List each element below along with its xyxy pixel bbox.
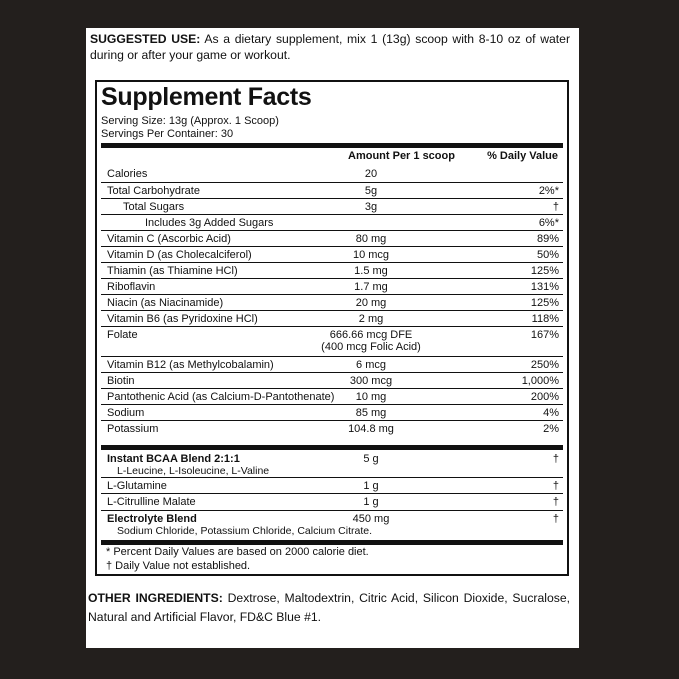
nutrient-name: Calories bbox=[107, 168, 148, 180]
thick-divider bbox=[101, 143, 563, 148]
nutrient-name: Vitamin C (Ascorbic Acid) bbox=[107, 233, 231, 245]
nutrient-amount: 1.7 mg bbox=[354, 281, 388, 293]
nutrient-amount: 10 mcg bbox=[352, 249, 390, 261]
supplement-facts-panel bbox=[95, 80, 569, 576]
nutrient-row bbox=[101, 294, 563, 310]
nutrient-row bbox=[101, 404, 563, 420]
nutrient-name: Niacin (as Niacinamide) bbox=[107, 297, 224, 309]
nutrient-row bbox=[101, 278, 563, 294]
nutrient-name: Total Sugars bbox=[123, 201, 185, 213]
nutrient-row bbox=[101, 182, 563, 198]
nutrient-name: Thiamin (as Thiamine HCl) bbox=[107, 265, 238, 277]
blend-ingredients: L-Leucine, L-Isoleucine, L-Valine bbox=[117, 465, 270, 477]
nutrient-amount: 85 mg bbox=[355, 407, 387, 419]
nutrient-amount: 2 mg bbox=[358, 313, 384, 325]
suggested-use-label: SUGGESTED USE: bbox=[90, 32, 201, 46]
nutrient-row bbox=[101, 230, 563, 246]
nutrient-amount: 6 mcg bbox=[356, 359, 386, 371]
nutrient-daily-value: 250% bbox=[530, 359, 559, 371]
nutrient-amount: 104.8 mg bbox=[348, 423, 394, 435]
blend-daily-value: † bbox=[552, 453, 559, 465]
nutrient-name: Vitamin B6 (as Pyridoxine HCl) bbox=[107, 313, 258, 325]
blend-daily-value: † bbox=[552, 496, 559, 508]
nutrient-amount: 80 mg bbox=[355, 233, 387, 245]
blend-daily-value: † bbox=[552, 513, 559, 525]
other-ingredients-label: OTHER INGREDIENTS: bbox=[88, 591, 223, 605]
blend-row bbox=[101, 477, 563, 493]
blend-row bbox=[101, 451, 563, 477]
nutrient-amount: 1.5 mg bbox=[354, 265, 388, 277]
nutrient-name: Includes 3g Added Sugars bbox=[145, 217, 274, 229]
serving-size: Serving Size: 13g (Approx. 1 Scoop) bbox=[101, 115, 279, 127]
nutrient-daily-value: 200% bbox=[530, 391, 559, 403]
nutrient-row bbox=[101, 246, 563, 262]
blend-ingredients: Sodium Chloride, Potassium Chloride, Calcium Citrate. bbox=[117, 525, 373, 537]
nutrient-daily-value: 118% bbox=[531, 313, 559, 325]
nutrient-amount: 3g bbox=[364, 201, 378, 213]
other-ingredients bbox=[88, 589, 570, 627]
nutrient-name: Sodium bbox=[107, 407, 145, 419]
nutrient-amount: 20 mg bbox=[355, 297, 387, 309]
nutrient-daily-value: 89% bbox=[536, 233, 559, 245]
nutrient-row bbox=[101, 420, 563, 436]
nutrient-daily-value: † bbox=[552, 201, 559, 213]
suggested-use-text: As a dietary supplement, mix 1 (13g) scoop with 8-10 oz of water during or after your game or workout. bbox=[90, 32, 571, 62]
blend-amount: 1 g bbox=[363, 480, 379, 492]
nutrient-row bbox=[101, 166, 563, 182]
col-dv-header: % Daily Value bbox=[487, 150, 558, 162]
nutrient-daily-value: 131% bbox=[530, 281, 559, 293]
nutrient-amount: 20 bbox=[364, 168, 378, 180]
nutrient-row bbox=[101, 372, 563, 388]
thick-divider-2 bbox=[101, 445, 563, 450]
nutrient-daily-value: 2% bbox=[543, 423, 559, 435]
blend-amount: 450 mg bbox=[352, 513, 390, 525]
blend-name: Instant BCAA Blend 2:1:1 bbox=[107, 453, 240, 465]
nutrient-daily-value: 167% bbox=[530, 329, 559, 341]
blend-row bbox=[101, 510, 563, 538]
nutrient-row bbox=[101, 356, 563, 372]
blend-amount: 1 g bbox=[363, 496, 379, 508]
nutrient-amount: 300 mcg bbox=[349, 375, 393, 387]
nutrient-row bbox=[101, 326, 563, 352]
nutrient-name: Riboflavin bbox=[107, 281, 156, 293]
blend-daily-value: † bbox=[552, 480, 559, 492]
nutrient-daily-value: 6%* bbox=[538, 217, 559, 229]
nutrient-name: Pantothenic Acid (as Calcium-D-Pantothenate) bbox=[107, 391, 335, 403]
blend-name: Electrolyte Blend bbox=[107, 513, 197, 525]
nutrient-name: Total Carbohydrate bbox=[107, 185, 200, 197]
nutrient-row bbox=[101, 310, 563, 326]
nutrient-daily-value: 125% bbox=[530, 297, 559, 309]
nutrient-name: Folate bbox=[107, 329, 138, 341]
blend-amount: 5 g bbox=[363, 453, 379, 465]
nutrient-amount: 5g bbox=[364, 185, 378, 197]
nutrient-name: Vitamin D (as Cholecalciferol) bbox=[107, 249, 252, 261]
nutrient-daily-value: 125% bbox=[530, 265, 559, 277]
suggested-use bbox=[90, 31, 570, 63]
nutrient-amount: 10 mg bbox=[355, 391, 387, 403]
nutrient-amount: 666.66 mcg DFE bbox=[329, 329, 413, 341]
blend-name: L-Glutamine bbox=[107, 480, 167, 492]
servings-per-container: Servings Per Container: 30 bbox=[101, 128, 234, 140]
nutrient-row bbox=[101, 214, 563, 230]
nutrient-row bbox=[101, 388, 563, 404]
nutrient-name: Potassium bbox=[107, 423, 159, 435]
other-ingredients-text: Dextrose, Maltodextrin, Citric Acid, Silicon Dioxide, Sucralose, Natural and Artificial Flavor, FD&C Blue #1. bbox=[88, 591, 570, 624]
footnote-dagger: † Daily Value not established. bbox=[106, 560, 251, 572]
nutrient-row bbox=[101, 198, 563, 214]
col-amount-header: Amount Per 1 scoop bbox=[348, 150, 455, 162]
footnote-percent-dv: * Percent Daily Values are based on 2000 calorie diet. bbox=[106, 546, 369, 558]
nutrient-row bbox=[101, 262, 563, 278]
nutrient-daily-value: 2%* bbox=[538, 185, 559, 197]
nutrient-amount-secondary: (400 mcg Folic Acid) bbox=[321, 341, 421, 353]
nutrient-name: Biotin bbox=[107, 375, 135, 387]
blend-name: L-Citrulline Malate bbox=[107, 496, 196, 508]
thick-divider-3 bbox=[101, 540, 563, 545]
nutrient-daily-value: 50% bbox=[536, 249, 559, 261]
nutrient-name: Vitamin B12 (as Methylcobalamin) bbox=[107, 359, 274, 371]
nutrient-daily-value: 1,000% bbox=[521, 375, 559, 387]
blend-row bbox=[101, 493, 563, 509]
panel-title: Supplement Facts bbox=[101, 83, 312, 111]
nutrient-daily-value: 4% bbox=[543, 407, 559, 419]
